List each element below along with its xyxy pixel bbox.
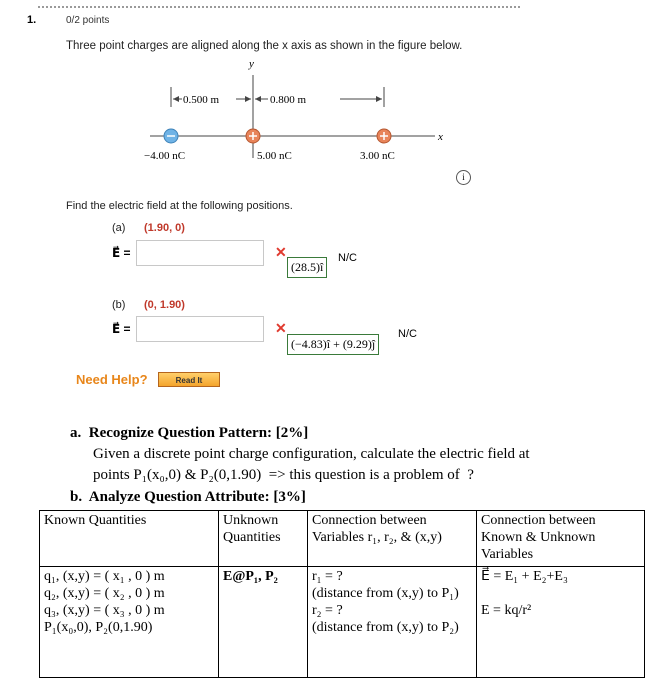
dim-arrowhead-3 <box>255 96 261 102</box>
r2-desc: (distance from (x,y) to P₂) <box>312 620 459 635</box>
header-known: Known Quantities <box>40 511 219 567</box>
header-connection-vars: Connection between Variables r₁, r₂, & (x,y) <box>308 511 477 567</box>
known-q1: q₁, (x,y) = ( x₁ , 0 ) m <box>44 569 165 584</box>
read-it-button[interactable]: Read It <box>158 372 220 387</box>
section-a-line2: points P₁(x₀,0) & P₂(0,1.90) => this question is a problem of ? <box>93 467 474 483</box>
question-number: 1. <box>27 14 37 26</box>
r1-desc: (distance from (x,y) to P₁) <box>312 586 459 601</box>
header-unknown: Unknown Quantities <box>219 511 308 567</box>
part-a-correct-answer: (28.5)î <box>287 257 327 278</box>
y-axis-label: y <box>249 58 254 70</box>
part-a-position: (1.90, 0) <box>144 222 185 234</box>
top-divider <box>38 6 520 8</box>
superposition-equation: E⃗ = E₁ + E₂+E₃ <box>481 569 568 584</box>
analysis-table <box>39 510 645 678</box>
points-score: 0/2 points <box>66 15 110 26</box>
part-b-e-label: E⃗ = <box>112 322 131 336</box>
coulomb-equation: E = kq/r² <box>481 603 532 618</box>
part-b-correct-answer: (−4.83)î + (9.29)ĵ <box>287 334 379 355</box>
connection-known-unknown-cell <box>477 567 645 678</box>
dim-arrowhead-1 <box>173 96 179 102</box>
find-instruction: Find the electric field at the following positions. <box>66 200 293 212</box>
part-b-label: (b) <box>112 299 126 311</box>
part-b-incorrect-icon: ✕ <box>275 320 287 336</box>
part-a-label: (a) <box>112 222 126 234</box>
section-a-heading: a. Recognize Question Pattern: [2%] <box>70 425 309 441</box>
charge-diagram <box>130 55 460 175</box>
dim-arrowhead-4 <box>376 96 382 102</box>
info-icon[interactable]: i <box>456 170 471 185</box>
question-prompt: Three point charges are aligned along the x axis as shown in the figure below. <box>66 40 463 52</box>
charge-right-label: 3.00 nC <box>360 150 395 162</box>
part-a-unit: N/C <box>338 252 357 264</box>
section-a-line1: Given a discrete point charge configuration, calculate the electric field at <box>93 446 530 462</box>
dim-arrowhead-2 <box>245 96 251 102</box>
distance-left-label: 0.500 m <box>183 94 220 106</box>
part-b-unit: N/C <box>398 328 417 340</box>
need-help-label: Need Help? <box>76 372 148 387</box>
r2-line: r₂ = ? <box>312 603 343 618</box>
known-q3: q₃, (x,y) = ( x₃ , 0 ) m <box>44 603 165 618</box>
part-a-incorrect-icon: ✕ <box>275 244 287 260</box>
unknown-quantities-cell: E@P₁, P₂ <box>219 567 308 678</box>
charge-mid-label: 5.00 nC <box>257 150 292 162</box>
distance-right-label: 0.800 m <box>270 94 307 106</box>
known-q2: q₂, (x,y) = ( x₂ , 0 ) m <box>44 586 165 601</box>
charge-left-label: −4.00 nC <box>144 150 186 162</box>
known-quantities-cell <box>40 567 219 678</box>
section-b-heading: b. Analyze Question Attribute: [3%] <box>70 489 306 505</box>
r1-line: r₁ = ? <box>312 569 343 584</box>
part-a-e-label: E⃗ = <box>112 246 131 260</box>
part-b-answer-input[interactable] <box>136 316 264 342</box>
part-a-answer-input[interactable] <box>136 240 264 266</box>
connection-vars-cell <box>308 567 477 678</box>
x-axis-label: x <box>438 131 443 143</box>
part-b-position: (0, 1.90) <box>144 299 185 311</box>
known-points: P₁(x₀,0), P₂(0,1.90) <box>44 620 153 635</box>
header-connection-known-unknown: Connection between Known & Unknown Variables <box>477 511 645 567</box>
